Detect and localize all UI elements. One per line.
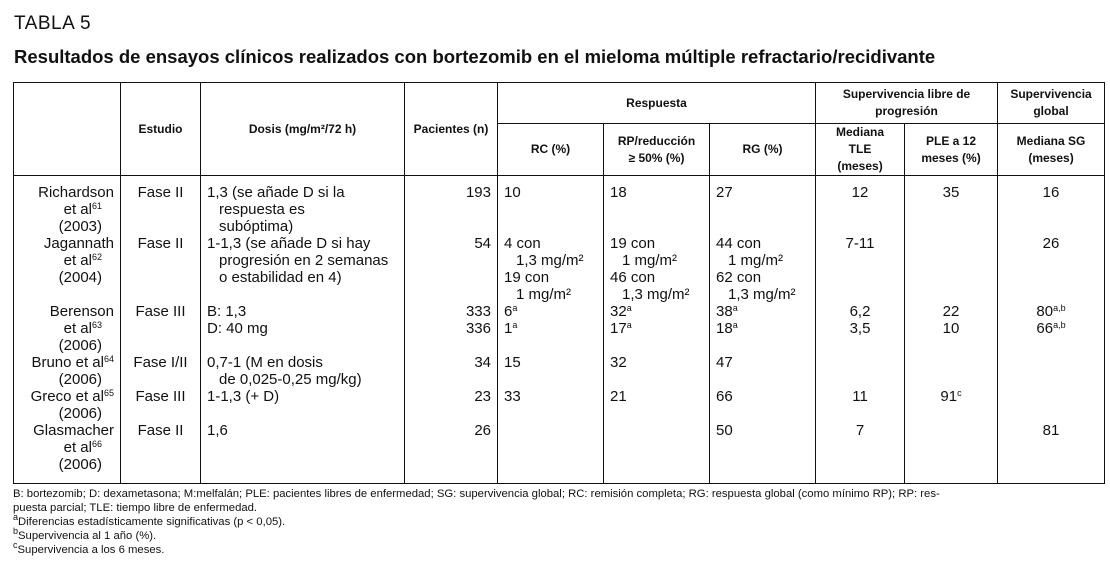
results-table xyxy=(13,82,1105,484)
ple-cell xyxy=(905,354,998,388)
table-row xyxy=(14,354,1105,388)
author-name: Glasmacher xyxy=(33,422,114,439)
footnote-sup: a,b xyxy=(1053,303,1066,313)
header-sg: Supervivencia global xyxy=(998,83,1105,124)
footnote-mark: c xyxy=(13,540,18,550)
rg-line: 62 con xyxy=(716,269,762,286)
rp-line: 46 con xyxy=(610,269,656,286)
rp-cell: 18 xyxy=(604,176,710,236)
tle-cell xyxy=(816,354,905,388)
header-estudio: Estudio xyxy=(121,83,201,176)
footnote-sup: a xyxy=(512,303,518,313)
author-cell xyxy=(14,388,121,422)
author-etal: et al xyxy=(63,320,92,337)
rg-value: 38 xyxy=(716,303,733,320)
dosis-cell xyxy=(201,303,405,354)
sg-value: 80 xyxy=(1036,303,1054,320)
pacientes-cell: 23 xyxy=(405,388,498,422)
estudio-cell: Fase II xyxy=(121,235,201,303)
dosis-line: respuesta es xyxy=(219,201,305,218)
footnote-text: Diferencias estadísticamente significativas (p < 0,05). xyxy=(18,516,286,528)
rc-cell: 15 xyxy=(498,354,604,388)
pacientes-cell: 193 xyxy=(405,176,498,236)
rg-cell xyxy=(710,235,816,303)
table-row xyxy=(14,422,1105,484)
rc-cell: 10 xyxy=(498,176,604,236)
ple-cell: 35 xyxy=(905,176,998,236)
ple-value: 22 xyxy=(942,303,960,320)
footnote-sup: a xyxy=(732,320,738,330)
table-title: Resultados de ensayos clínicos realizados con bortezomib en el mieloma múltiple refractario/recidivante xyxy=(14,46,936,67)
rc-line: 1 mg/m² xyxy=(516,286,572,303)
pacientes-cell: 34 xyxy=(405,354,498,388)
rg-value: 18 xyxy=(716,320,733,337)
footnote-b xyxy=(13,526,1104,543)
sg-cell xyxy=(998,303,1105,354)
dosis-cell: 1-1,3 (+ D) xyxy=(201,388,405,422)
rg-cell: 47 xyxy=(710,354,816,388)
ple-cell xyxy=(905,303,998,354)
footnote-sup: c xyxy=(957,388,962,398)
table-row xyxy=(14,388,1105,422)
table-row xyxy=(14,303,1105,354)
author-name: Berenson xyxy=(49,303,114,320)
estudio-cell: Fase II xyxy=(121,176,201,236)
rp-value: 32 xyxy=(610,303,627,320)
rc-cell: 33 xyxy=(498,388,604,422)
dosis-text: 1-1,3 (se añade D si hay xyxy=(207,235,371,252)
reference-sup: 61 xyxy=(91,201,102,211)
pacientes-cell: 54 xyxy=(405,235,498,303)
rg-cell: 50 xyxy=(710,422,816,484)
dosis-text: D: 40 mg xyxy=(207,320,268,337)
ple-cell xyxy=(905,235,998,303)
results-table-container xyxy=(13,82,1104,484)
author-name: Richardson xyxy=(38,184,114,201)
footnote-sup: a xyxy=(732,303,738,313)
rp-line: 1,3 mg/m² xyxy=(622,286,690,303)
sg-cell: 26 xyxy=(998,235,1105,303)
rc-line: 19 con xyxy=(504,269,550,286)
tle-value: 6,2 xyxy=(849,303,871,320)
estudio-cell: Fase III xyxy=(121,303,201,354)
footnote-mark: b xyxy=(13,526,19,536)
pacientes-value: 336 xyxy=(465,320,491,337)
header-dosis: Dosis (mg/m²/72 h) xyxy=(201,83,405,176)
tle-cell: 12 xyxy=(816,176,905,236)
rc-cell xyxy=(498,303,604,354)
dosis-text: 1,3 (se añade D si la xyxy=(207,184,345,201)
author-cell xyxy=(14,176,121,236)
dosis-cell xyxy=(201,176,405,236)
header-respuesta: Respuesta xyxy=(498,83,816,124)
header-ple12: PLE a 12 meses (%) xyxy=(905,124,998,176)
rc-value: 6 xyxy=(504,303,513,320)
sg-cell xyxy=(998,388,1105,422)
table-header xyxy=(14,83,1105,176)
rg-cell xyxy=(710,303,816,354)
rg-cell: 66 xyxy=(710,388,816,422)
pacientes-cell: 26 xyxy=(405,422,498,484)
table-body xyxy=(14,176,1105,484)
estudio-cell: Fase II xyxy=(121,422,201,484)
rg-cell: 27 xyxy=(710,176,816,236)
rp-cell xyxy=(604,422,710,484)
footnote-mark: a xyxy=(13,512,19,522)
author-cell xyxy=(14,235,121,303)
tle-cell: 7 xyxy=(816,422,905,484)
author-cell xyxy=(14,354,121,388)
sg-value: 66 xyxy=(1036,320,1054,337)
footnote-sup: a,b xyxy=(1053,320,1066,330)
footnote-c xyxy=(13,540,1104,557)
dosis-line: o estabilidad en 4) xyxy=(219,269,342,286)
rc-line: 1,3 mg/m² xyxy=(516,252,584,269)
dosis-cell xyxy=(201,235,405,303)
rp-cell: 21 xyxy=(604,388,710,422)
author-year: (2003) xyxy=(58,218,102,235)
author-year: (2004) xyxy=(58,269,102,286)
author-year: (2006) xyxy=(58,371,102,388)
author-year: (2006) xyxy=(58,456,102,473)
author-name: Greco et al xyxy=(30,388,104,405)
author-etal: et al xyxy=(63,439,92,456)
header-rc: RC (%) xyxy=(498,124,604,176)
reference-sup: 66 xyxy=(91,439,102,449)
reference-sup: 62 xyxy=(91,252,102,262)
footnote-sup: a xyxy=(626,320,632,330)
author-etal: et al xyxy=(63,201,92,218)
tle-cell xyxy=(816,303,905,354)
rp-line: 1 mg/m² xyxy=(622,252,678,269)
dosis-line: de 0,025-0,25 mg/kg) xyxy=(219,371,362,388)
sg-cell xyxy=(998,354,1105,388)
dosis-cell: 1,6 xyxy=(201,422,405,484)
table-footnotes xyxy=(13,487,1104,557)
rc-value: 1 xyxy=(504,320,513,337)
header-mediana-tle: Mediana TLE (meses) xyxy=(816,124,905,176)
header-rg: RG (%) xyxy=(710,124,816,176)
tle-cell: 7-11 xyxy=(816,235,905,303)
rp-cell: 32 xyxy=(604,354,710,388)
tle-value: 3,5 xyxy=(849,320,871,337)
rc-line: 4 con xyxy=(504,235,541,252)
pacientes-value: 333 xyxy=(465,303,491,320)
header-mediana-sg: Mediana SG (meses) xyxy=(998,124,1105,176)
rg-line: 1,3 mg/m² xyxy=(728,286,796,303)
abbreviations-note: B: bortezomib; D: dexametasona; M:melfalán; PLE: pacientes libres de enfermedad; SG: supervivencia global; RC: remisión completa; RG: respuesta global (como mínimo RP); RP: res- xyxy=(13,488,940,500)
rc-cell xyxy=(498,235,604,303)
dosis-line: subóptima) xyxy=(219,218,294,235)
rg-line: 1 mg/m² xyxy=(728,252,784,269)
header-slp: Supervivencia libre de progresión xyxy=(816,83,998,124)
rp-value: 17 xyxy=(610,320,627,337)
header-rp: RP/reducción ≥ 50% (%) xyxy=(604,124,710,176)
dosis-text: B: 1,3 xyxy=(207,303,247,320)
author-etal: et al xyxy=(63,252,92,269)
reference-sup: 63 xyxy=(91,320,102,330)
dosis-cell xyxy=(201,354,405,388)
table-row xyxy=(14,235,1105,303)
ple-cell xyxy=(905,422,998,484)
ple-cell xyxy=(905,388,998,422)
author-year: (2006) xyxy=(58,405,102,422)
pacientes-cell xyxy=(405,303,498,354)
author-name: Bruno et al xyxy=(31,354,104,371)
dosis-line: progresión en 2 semanas xyxy=(219,252,389,269)
rp-line: 19 con xyxy=(610,235,656,252)
footnote-a xyxy=(13,512,1104,529)
tle-cell: 11 xyxy=(816,388,905,422)
header-pacientes: Pacientes (n) xyxy=(405,83,498,176)
rg-line: 44 con xyxy=(716,235,762,252)
footnote-text: Supervivencia a los 6 meses. xyxy=(17,544,165,556)
sg-cell: 81 xyxy=(998,422,1105,484)
author-name: Jagannath xyxy=(43,235,114,252)
table-label: TABLA 5 xyxy=(14,13,92,34)
rp-cell xyxy=(604,303,710,354)
ple-value: 91 xyxy=(940,388,958,405)
estudio-cell: Fase III xyxy=(121,388,201,422)
sg-cell: 16 xyxy=(998,176,1105,236)
footnote-sup: a xyxy=(512,320,518,330)
author-cell xyxy=(14,422,121,484)
rc-cell xyxy=(498,422,604,484)
footnote-text: Supervivencia al 1 año (%). xyxy=(18,530,157,542)
footnote-sup: a xyxy=(626,303,632,313)
reference-sup: 64 xyxy=(103,354,114,364)
dosis-text: 0,7-1 (M en dosis xyxy=(207,354,323,371)
rp-cell xyxy=(604,235,710,303)
ple-value: 10 xyxy=(942,320,960,337)
abbreviations-note-cont: puesta parcial; TLE: tiempo libre de enfermedad. xyxy=(13,502,258,514)
table-row xyxy=(14,176,1105,236)
author-year: (2006) xyxy=(58,337,102,354)
author-cell xyxy=(14,303,121,354)
estudio-cell: Fase I/II xyxy=(121,354,201,388)
reference-sup: 65 xyxy=(103,388,114,398)
header-empty xyxy=(14,83,121,176)
